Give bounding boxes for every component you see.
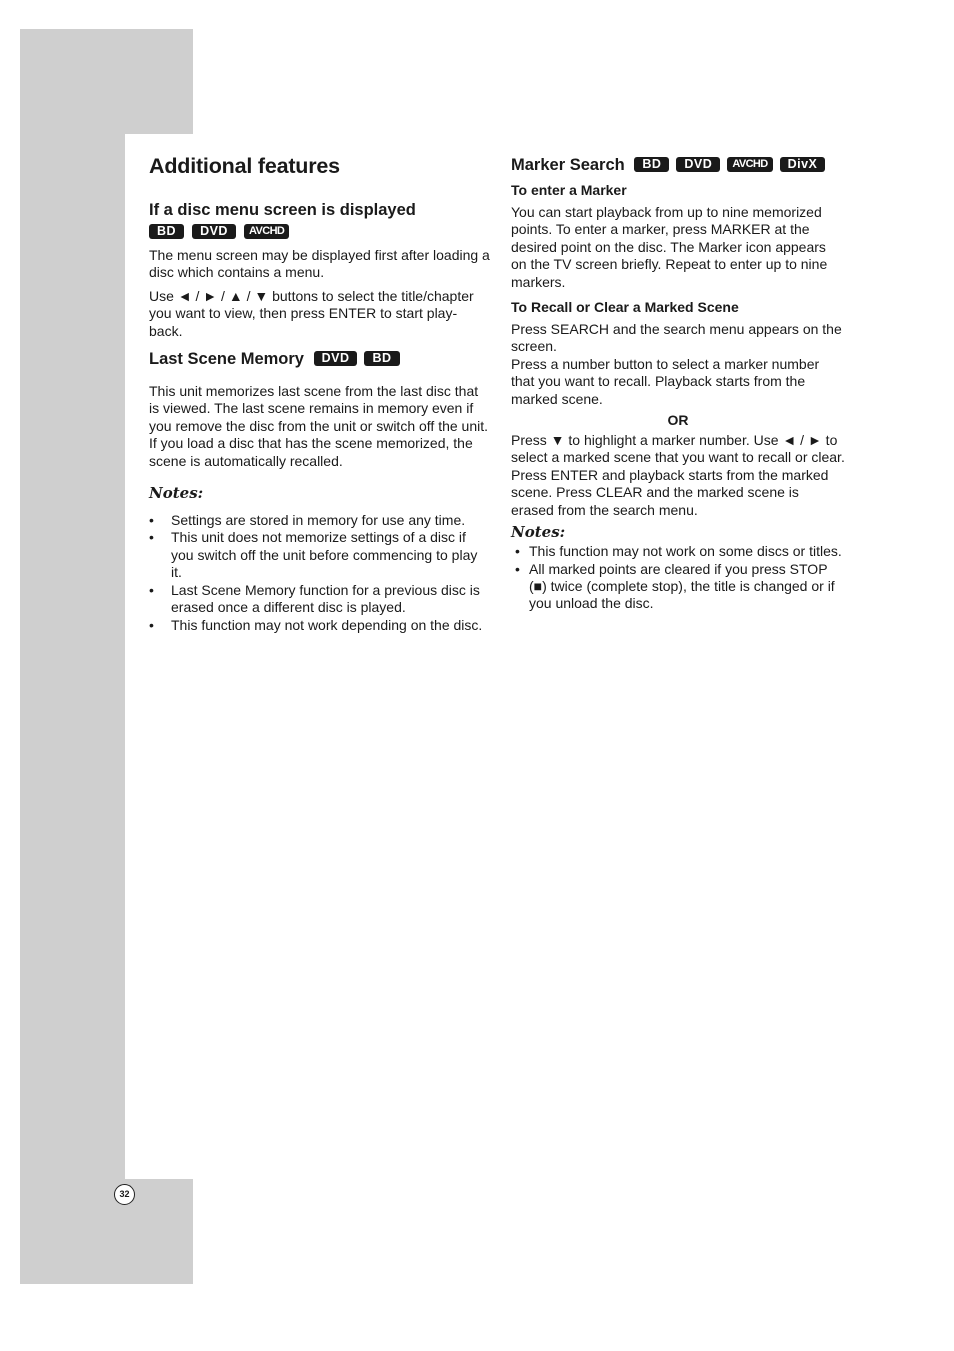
right-column (511, 156, 845, 613)
last-scene-badges (314, 351, 400, 366)
enter-marker-text: You can start playback from up to nine memorized points. To enter a marker, press MARKER at the desired point on the disc. The Marker icon appears on the TV screen briefly. Repeat to enter up to nine markers. (511, 204, 828, 290)
notes-heading: Notes: (511, 523, 566, 542)
recall-text-4: Press ENTER and playback starts from the marked scene. Press CLEAR and the marked scene is erased from the search menu. (511, 466, 829, 518)
margin-bar-top (20, 29, 193, 134)
page-number: 32 (114, 1184, 135, 1205)
recall-text-3: Press ▼ to highlight a marker number. Use ◄ / ► to select a marked scene that you want to recall or clear. (511, 432, 845, 466)
list-item: • This unit does not memorize settings of a disc if you switch off the unit before commencing to play it. (149, 529, 490, 581)
marker-search-title: Marker Search (511, 156, 625, 174)
last-scene-text: This unit memorizes last scene from the last disc that is viewed. The last scene remains in memory even if you remove the disc from the unit or switch off the unit. If you load a disc that has the scene memorized, the scene is automatically recalled. (149, 383, 489, 469)
last-scene-title: Last Scene Memory (149, 350, 304, 369)
badge-divx: DivX (780, 157, 826, 172)
notes-heading: Notes: (149, 484, 204, 503)
margin-bar-side (20, 134, 125, 1284)
left-column (149, 150, 490, 634)
or-separator: OR (667, 412, 689, 429)
badge-bd: BD (364, 351, 399, 366)
notes-list (149, 512, 490, 634)
marker-search-badges (634, 157, 825, 172)
list-item: • This function may not work on some discs or titles. (511, 543, 845, 560)
disc-menu-text-1: The menu screen may be displayed first after loading a disc which contains a menu. (149, 247, 490, 281)
badge-avchd: AVCHD (244, 224, 289, 239)
recall-heading: To Recall or Clear a Marked Scene (511, 299, 739, 316)
enter-marker-heading: To enter a Marker (511, 182, 627, 198)
disc-menu-heading: If a disc menu screen is displayed (149, 201, 416, 219)
marker-search-heading (511, 156, 845, 175)
list-item: • Settings are stored in memory for use any time. (149, 512, 490, 529)
recall-text-1: Press SEARCH and the search menu appears on the screen. (511, 321, 842, 355)
page-title: Additional features (149, 154, 340, 178)
notes-list (511, 543, 845, 613)
list-item: • All marked points are cleared if you press STOP (■) twice (complete stop), the title is changed or if you unload the disc. (511, 561, 845, 613)
badge-bd: BD (634, 157, 669, 172)
badge-dvd: DVD (676, 157, 720, 172)
badge-dvd: DVD (192, 224, 236, 239)
list-item: • Last Scene Memory function for a previous disc is erased once a different disc is played. (149, 582, 490, 617)
list-item: • This function may not work depending on the disc. (149, 617, 490, 634)
margin-bar-bottom (125, 1179, 193, 1284)
badge-bd: BD (149, 224, 184, 239)
recall-text-2: Press a number button to select a marker number that you want to recall. Playback starts from the marked scene. (511, 355, 820, 407)
badge-avchd: AVCHD (727, 157, 772, 172)
last-scene-heading (149, 350, 490, 369)
badge-dvd: DVD (314, 351, 358, 366)
disc-menu-badges (149, 224, 490, 239)
disc-menu-text-2: Use ◄ / ► / ▲ / ▼ buttons to select the title/chapter you want to view, then press ENTER to start play-back. (149, 287, 474, 339)
